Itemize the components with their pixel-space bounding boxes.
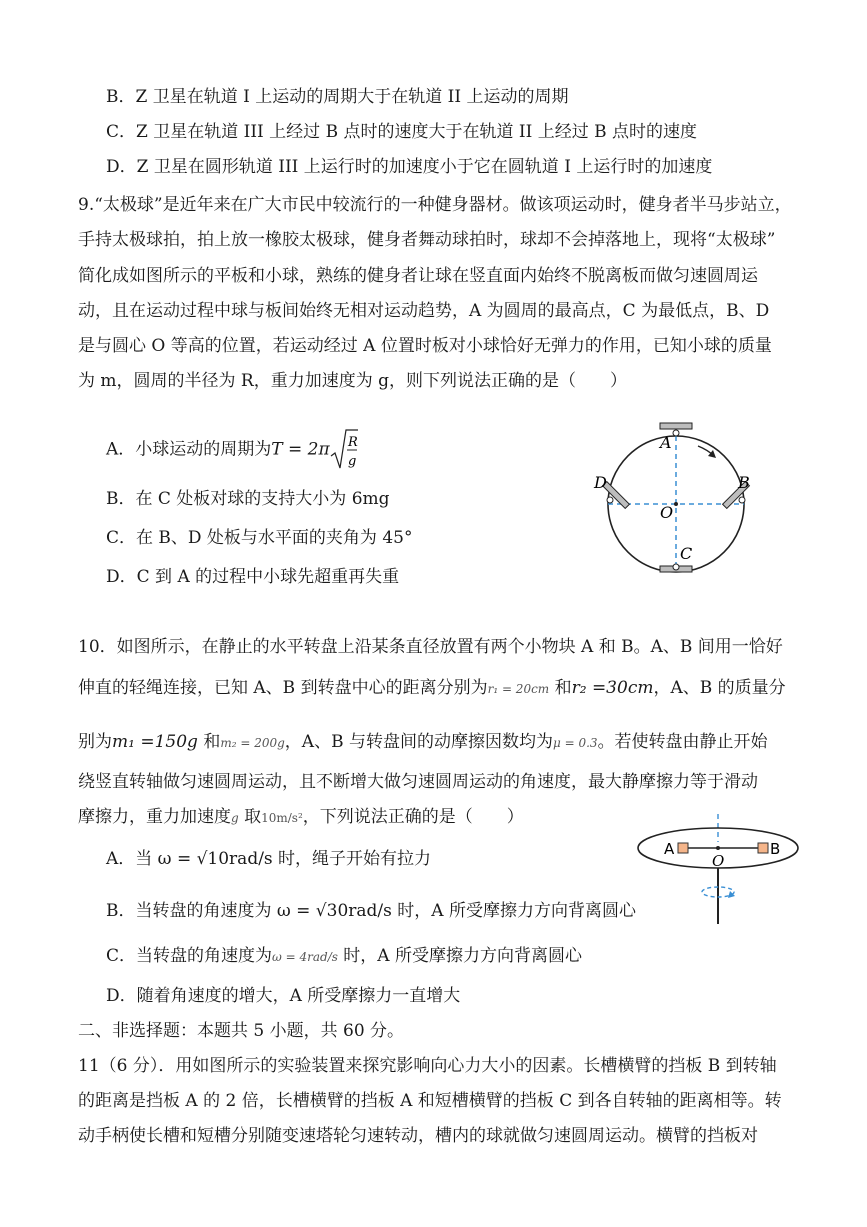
q10-stem-line-1: 10．如图所示，在静止的水平转盘上沿某条直径放置有两个小物块 A 和 B。A、B 间用一恰好 [78, 637, 783, 657]
q9-option-c: C．在 B、D 处板与水平面的夹角为 45° [106, 528, 413, 548]
q9-option-a-numerator: R [347, 435, 358, 450]
q10-gval: 10m/s² [261, 811, 303, 825]
q10-option-a: A．当 ω = √10rad/s 时，绳子开始有拉力 [106, 849, 432, 869]
q9-label-o: O [660, 503, 674, 522]
q10-m2: m₂ = 200g [220, 736, 285, 750]
q9-stem-line-2: 手持太极球拍，拍上放一橡胶太极球，健身者舞动球拍时，球却不会掉落地上，现将“太极球” [78, 230, 776, 250]
q10-r2: r₂ =30cm [571, 678, 654, 698]
q9-ball-b [739, 497, 745, 503]
q9-taiji-figure [580, 418, 770, 578]
q11-stem-line-2: 的距离是挡板 A 的 2 倍，长槽横臂的挡板 A 和短槽横臂的挡板 C 到各自转轴的距离相等。转 [78, 1091, 782, 1111]
q10-line3-tail: 。若使转盘由静止开始 [597, 732, 768, 752]
q9-center-dot [674, 502, 678, 506]
q10-line3-text: 别为 [78, 732, 112, 752]
q9-label-d: D [594, 473, 607, 492]
q10-line5-tail: ，下列说法正确的是（ ） [302, 807, 524, 827]
q9-label-c: C [680, 544, 693, 563]
q9-label-a: A [660, 433, 672, 452]
q9-stem-line-1: 9.“太极球”是近年来在广大市民中较流行的一种健身器材。做该项运动时，健身者半马步站立， [78, 195, 792, 215]
q10-line5-take: 取 [238, 807, 262, 827]
q10-r1: r₁ = 20cm [487, 682, 550, 696]
q9-option-a [106, 428, 358, 472]
q9-stem-line-6: 为 m，圆周的半径为 R，重力加速度为 g，则下列说法正确的是（ ） [78, 371, 628, 391]
q10-label-o: O [712, 852, 725, 870]
sqrt-symbol [330, 428, 358, 472]
q10-option-c-tail: 时，A 所受摩擦力方向背离圆心 [337, 946, 582, 966]
q10-turntable-figure [636, 812, 806, 927]
q11-stem-line-1: 11（6 分）．用如图所示的实验装置来探究影响向心力大小的因素。长槽横臂的挡板 B 到转轴 [78, 1056, 777, 1076]
q9-option-b: B．在 C 处板对球的支持大小为 6mg [106, 489, 390, 509]
q10-block-b [758, 843, 768, 853]
q9-stem-line-4: 动，且在运动过程中球与板间始终无相对运动趋势，A 为圆周的最高点，C 为最低点，B、D [78, 301, 770, 321]
q10-option-c-text: C．当转盘的角速度为 [106, 946, 273, 966]
q10-stem-line-2 [78, 677, 786, 700]
q10-line2-text: 伸直的轻绳连接，已知 A、B 到转盘中心的距离分别为 [78, 678, 488, 698]
q11-stem-line-3: 动手柄使长槽和短槽分别随变速塔轮匀速转动，槽内的球就做匀速圆周运动。横臂的挡板对 [78, 1126, 758, 1146]
q9-label-b: B [738, 473, 750, 492]
q10-mu: μ = 0.3 [552, 736, 598, 750]
q9-ball-c [673, 564, 679, 570]
section-2-heading: 二、非选择题：本题共 5 小题，共 60 分。 [78, 1021, 405, 1041]
q10-stem-line-3 [78, 731, 768, 754]
q10-m1: m₁ =150g [112, 732, 198, 752]
q10-g: g [231, 811, 239, 825]
q10-line5-text: 摩擦力，重力加速度 [78, 807, 231, 827]
q10-line3-and: 和 [197, 732, 221, 752]
q9-ball-d [607, 497, 613, 503]
q10-line2-and: 和 [549, 678, 572, 698]
q10-stem-line-4: 绕竖直转轴做匀速圆周运动，且不断增大做匀速圆周运动的角速度，最大静摩擦力等于滑动 [78, 772, 758, 792]
q9-stem-line-5: 是与圆心 O 等高的位置，若运动经过 A 位置时板对小球恰好无弹力的作用，已知小球的质量 [78, 336, 772, 356]
q8-option-b: B．Z 卫星在轨道 I 上运动的周期大于在轨道 II 上运动的周期 [106, 87, 569, 107]
q9-stem-line-3: 简化成如图所示的平板和小球，熟练的健身者让球在竖直面内始终不脱离板而做匀速圆周运 [78, 266, 758, 286]
q10-option-d: D．随着角速度的增大，A 所受摩擦力一直增大 [106, 986, 461, 1006]
q9-board-top [660, 423, 692, 429]
q10-line2-tail: ，A、B 的质量分 [653, 678, 786, 698]
q10-option-c-omega: ω = 4rad/s [272, 950, 338, 964]
q10-label-b: B [770, 840, 781, 858]
q10-label-a: A [664, 840, 675, 858]
q8-option-d: D．Z 卫星在圆形轨道 III 上运行时的加速度小于它在圆轨道 I 上运行时的加速度 [106, 157, 713, 177]
q10-block-a [678, 843, 688, 853]
q9-option-a-denominator: g [347, 454, 356, 469]
q9-option-d: D．C 到 A 的过程中小球先超重再失重 [106, 567, 400, 587]
q10-center-dot [716, 846, 720, 850]
q8-option-c: C．Z 卫星在轨道 III 上经过 B 点时的速度大于在轨道 II 上经过 B 点时的速度 [106, 122, 698, 142]
q10-option-c [106, 945, 582, 968]
q9-ball-a [673, 430, 679, 436]
q9-option-a-formula-lead: T = 2π [271, 439, 330, 460]
q9-option-a-prefix: A．小球运动的周期为 [106, 439, 272, 460]
q10-line3-mid: ，A、B 与转盘间的动摩擦因数均为 [284, 732, 553, 752]
q10-option-b: B．当转盘的角速度为 ω = √30rad/s 时，A 所受摩擦力方向背离圆心 [106, 901, 636, 921]
q10-stem-line-5 [78, 806, 524, 829]
